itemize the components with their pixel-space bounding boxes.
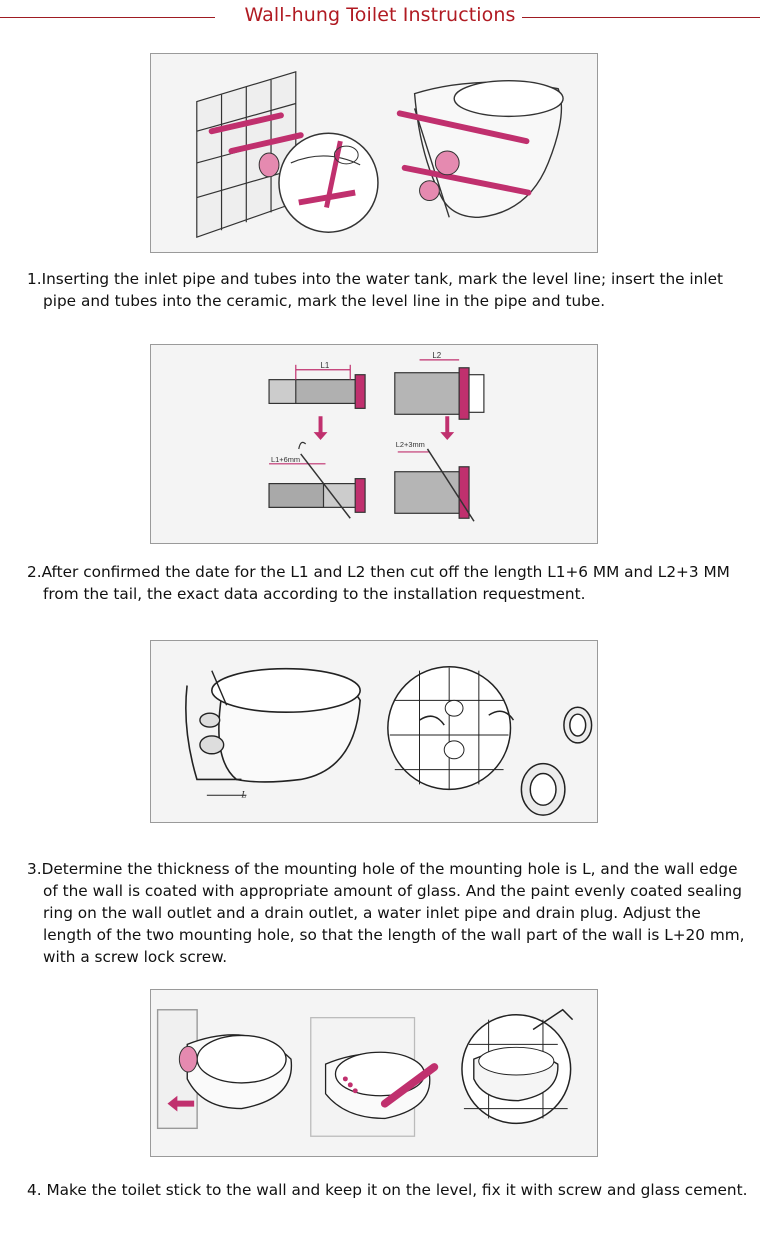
- page-title: Wall-hung Toilet Instructions: [0, 4, 760, 26]
- drain-fittings: [521, 707, 591, 815]
- step4-text: 4. Make the toilet stick to the wall and keep it on the level, fix it with screw and glass cement.: [27, 1181, 748, 1199]
- wall-detail-circle: [388, 667, 514, 790]
- step2-text: 2.After confirmed the date for the L1 and L2 then cut off the length L1+6 MM and L2+3 MM from the tail, the exact data according to the installation requestment.: [27, 563, 730, 603]
- step4-illustration: [150, 989, 598, 1157]
- step1-illustration: [150, 53, 598, 253]
- toilet-mount-left: [158, 1010, 292, 1129]
- step2-drawing: [151, 345, 597, 543]
- inlet-ring-low: [420, 181, 440, 201]
- label-l2-cut: L2+3mm: [395, 439, 425, 449]
- label-l1-cut: L1+6mm: [271, 454, 301, 464]
- arrow-down-left: [314, 416, 328, 440]
- seal-ring: [179, 1046, 197, 1072]
- label-l2: L2: [432, 350, 442, 360]
- pipe-l1: [269, 365, 365, 409]
- step2-illustration: [150, 344, 598, 544]
- arrow-down-right: [440, 416, 454, 440]
- step3-illustration: [150, 640, 598, 823]
- drain-ring: [435, 151, 459, 175]
- step3-text: 3.Determine the thickness of the mounting hole of the mounting hole is L, and the wall edge of the wall is coated with appropriate amount of glass. And the paint evenly coated sealing ring on the wall outlet and a drain outlet, a water inlet pipe and drain plug. Adjust the length of the two mounting hole, so that the length of the wall part of the wall is L+20 mm, with a screw lock screw.: [27, 860, 745, 966]
- label-l: L: [241, 789, 247, 800]
- pipe-l1-cut: [269, 442, 365, 518]
- toilet-detail-circle: [462, 1010, 573, 1124]
- tiled-wall: [197, 72, 296, 237]
- step1-drawing: [151, 54, 597, 252]
- pipe-l2: [395, 360, 484, 419]
- step4-drawing: [151, 990, 597, 1156]
- label-l1: L1: [320, 360, 330, 370]
- toilet-mount-middle: [311, 1018, 430, 1137]
- step3-drawing: [151, 641, 597, 822]
- magnified-detail: [279, 133, 378, 232]
- pipe-l2-cut: [395, 449, 474, 521]
- step1-text: 1.Inserting the inlet pipe and tubes into the water tank, mark the level line; insert the inlet pipe and tubes into the ceramic, mark the level line in the pipe and tube.: [27, 270, 724, 310]
- inlet-ring: [259, 153, 279, 177]
